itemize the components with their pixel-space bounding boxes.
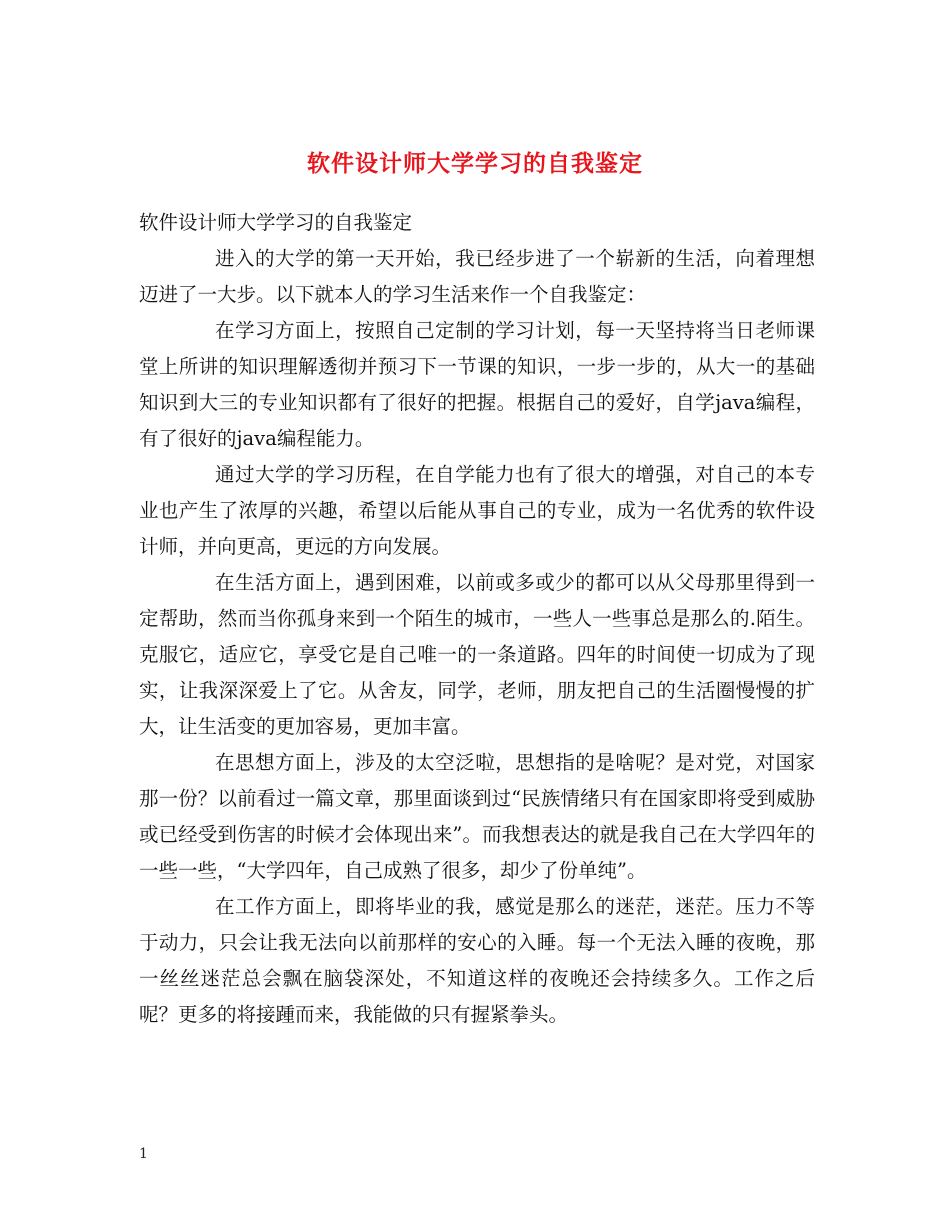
paragraph-work: 在工作方面上，即将毕业的我，感觉是那么的迷茫，迷茫。压力不等于动力，只会让我无法向以前那样的安心的入睡。每一个无法入睡的夜晚，那一丝丝迷茫总会飘在脑袋深处，不知道这样的夜晚还会持续多久。工作之后呢？更多的将接踵而来，我能做的只有握紧拳头。 [139,895,815,1026]
document-subtitle: 软件设计师大学学习的自我鉴定 [139,211,413,234]
document-title: 软件设计师大学学习的自我鉴定 [307,151,643,178]
document-body [139,205,815,1033]
paragraph-self-learning: 通过大学的学习历程，在自学能力也有了很大的增强，对自己的本专业也产生了浓厚的兴趣，希望以后能从事自己的专业，成为一名优秀的软件设计师，并向更高，更远的方向发展。 [139,463,815,558]
paragraph-thought: 在思想方面上，涉及的太空泛啦，思想指的是啥呢？是对党，对国家那一份？以前看过一篇文章，那里面谈到过“民族情绪只有在国家即将受到威胁或已经受到伤害的时候才会体现出来”。而我想表达的就是我自己在大学四年的一些一些，“大学四年，自己成熟了很多，却少了份单纯”。 [139,751,815,882]
page-number: 1 [139,1146,148,1162]
paragraph-study: 在学习方面上，按照自己定制的学习计划，每一天坚持将当日老师课堂上所讲的知识理解透彻并预习下一节课的知识，一步一步的，从大一的基础知识到大三的专业知识都有了很好的把握。根据自己的爱好，自学java编程，有了很好的java编程能力。 [139,319,815,450]
paragraph-intro: 进入的大学的第一天开始，我已经步进了一个崭新的生活，向着理想迈进了一大步。以下就本人的学习生活来作一个自我鉴定： [139,247,815,306]
paragraph-life: 在生活方面上，遇到困难，以前或多或少的都可以从父母那里得到一定帮助，然而当你孤身来到一个陌生的城市，一些人一些事总是那么的.陌生。克服它，适应它，享受它是自己唯一的一条道路。四年的时间使一切成为了现实，让我深深爱上了它。从舍友，同学，老师，朋友把自己的生活圈慢慢的扩大，让生活变的更加容易，更加丰富。 [139,571,815,738]
